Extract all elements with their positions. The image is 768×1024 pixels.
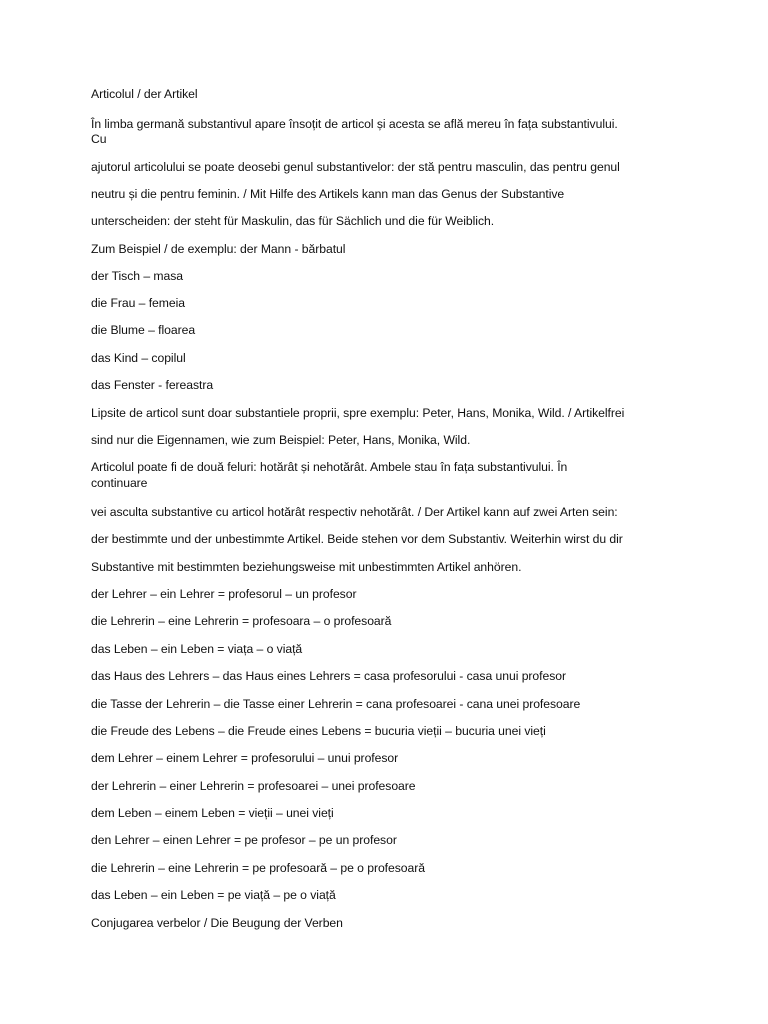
doc-line: das Leben – ein Leben = viața – o viață: [91, 642, 303, 656]
doc-line: den Lehrer – einen Lehrer = pe profesor – pe un profesor: [91, 833, 397, 847]
doc-line: ajutorul articolului se poate deosebi genul substantivelor: der stă pentru masculin, das pentru genul: [91, 160, 620, 174]
doc-line: Conjugarea verbelor / Die Beugung der Verben: [91, 916, 343, 930]
doc-line: Articolul / der Artikel: [91, 87, 198, 101]
doc-line: die Lehrerin – eine Lehrerin = profesoara – o profesoară: [91, 614, 392, 628]
doc-line: Substantive mit bestimmten beziehungsweise mit unbestimmten Artikel anhören.: [91, 560, 522, 574]
doc-line: die Frau – femeia: [91, 296, 185, 310]
doc-line: die Lehrerin – eine Lehrerin = pe profesoară – pe o profesoară: [91, 861, 425, 875]
doc-line: die Tasse der Lehrerin – die Tasse einer Lehrerin = cana profesoarei - cana unei profesoare: [91, 697, 581, 711]
doc-line: das Fenster - fereastra: [91, 378, 214, 392]
doc-line: das Leben – ein Leben = pe viață – pe o viață: [91, 888, 336, 902]
doc-line: continuare: [91, 476, 148, 490]
doc-line: der Lehrerin – einer Lehrerin = profesoarei – unei profesoare: [91, 779, 416, 793]
doc-line: der bestimmte und der unbestimmte Artikel. Beide stehen vor dem Substantiv. Weiterhin wirst du dir: [91, 532, 623, 546]
doc-line: Cu: [91, 132, 107, 146]
doc-line: Zum Beispiel / de exemplu: der Mann - bărbatul: [91, 242, 346, 256]
doc-line: der Lehrer – ein Lehrer = profesorul – un profesor: [91, 587, 357, 601]
doc-line: die Freude des Lebens – die Freude eines Lebens = bucuria vieții – bucuria unei vieți: [91, 724, 546, 738]
doc-line: sind nur die Eigennamen, wie zum Beispiel: Peter, Hans, Monika, Wild.: [91, 433, 471, 447]
doc-line: dem Leben – einem Leben = vieții – unei vieți: [91, 806, 334, 820]
doc-line: În limba germană substantivul apare însoțit de articol și acesta se află mereu în fața substantivului.: [91, 117, 618, 131]
doc-line: das Haus des Lehrers – das Haus eines Lehrers = casa profesorului - casa unui profesor: [91, 669, 567, 683]
doc-line: die Blume – floarea: [91, 323, 196, 337]
doc-line: unterscheiden: der steht für Maskulin, das für Sächlich und die für Weiblich.: [91, 214, 495, 228]
doc-line: das Kind – copilul: [91, 351, 186, 365]
doc-line: Lipsite de articol sunt doar substantiele proprii, spre exemplu: Peter, Hans, Monika, Wild. / Artikelfrei: [91, 406, 625, 420]
doc-line: vei asculta substantive cu articol hotărât respectiv nehotărât. / Der Artikel kann auf zwei Arten sein:: [91, 505, 618, 519]
doc-line: der Tisch – masa: [91, 269, 183, 283]
doc-line: dem Lehrer – einem Lehrer = profesorului – unui profesor: [91, 751, 399, 765]
doc-line: Articolul poate fi de două feluri: hotărât și nehotărât. Ambele stau în fața substantivului. În: [91, 460, 568, 474]
doc-line: neutru și die pentru feminin. / Mit Hilfe des Artikels kann man das Genus der Substantive: [91, 187, 565, 201]
